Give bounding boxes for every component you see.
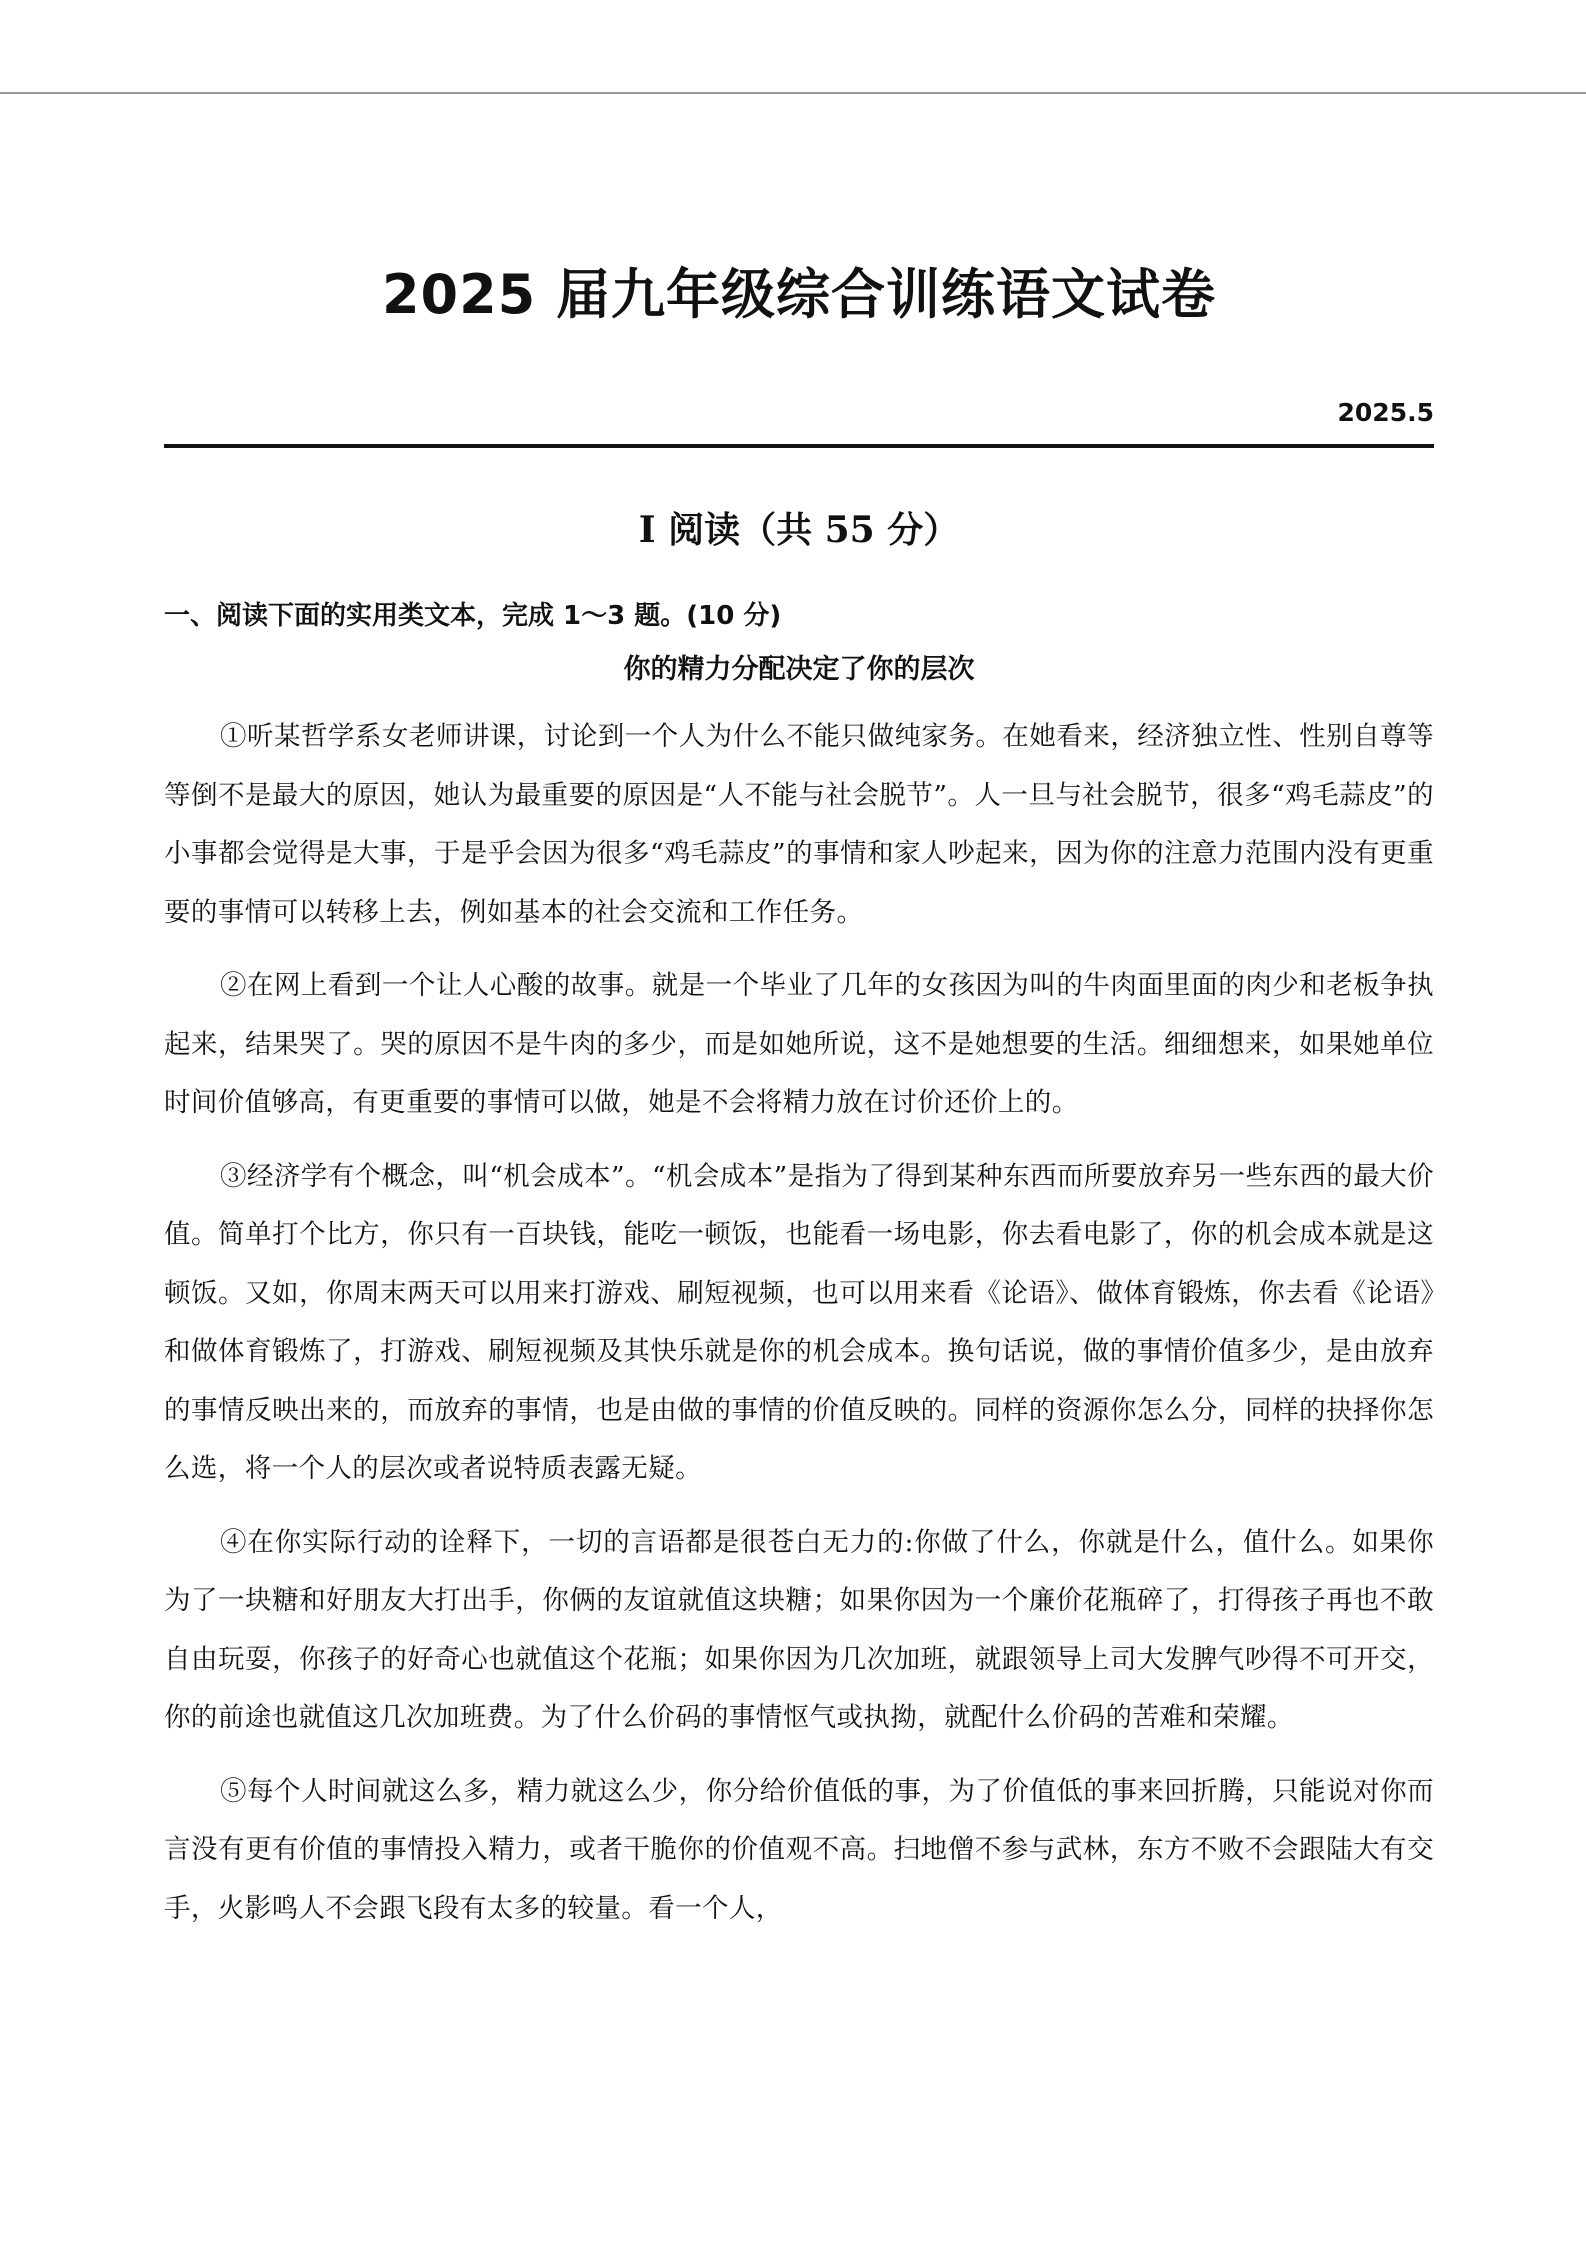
title-divider-rule xyxy=(164,444,1434,448)
exam-title: 2025 届九年级综合训练语文试卷 xyxy=(381,263,1217,326)
article-paragraph-3: ③经济学有个概念，叫“机会成本”。“机会成本”是指为了得到某种东西而所要放弃另一些东西的最大价值。简单打个比方，你只有一百块钱，能吃一顿饭，也能看一场电影，你去看电影了，你的机会成本就是这顿饭。又如，你周末两天可以用来打游戏、刷短视频，也可以用来看《论语》、做体育锻炼，你去看《论语》和做体育锻炼了，打游戏、刷短视频及其快乐就是你的机会成本。换句话说，做的事情价值多少，是由放弃的事情反映出来的，而放弃的事情，也是由做的事情的价值反映的。同样的资源你怎么分，同样的抉择你怎么选，将一个人的层次或者说特质表露无疑。 xyxy=(164,1160,1434,1484)
article-paragraph-4: ④在你实际行动的诠释下，一切的言语都是很苍白无力的:你做了什么，你就是什么，值什么。如果你为了一块糖和好朋友大打出手，你俩的友谊就值这块糖；如果你因为一个廉价花瓶碎了，打得孩子再也不敢自由玩耍，你孩子的好奇心也就值这个花瓶；如果你因为几次加班，就跟领导上司大发脾气吵得不可开交，你的前途也就值这几次加班费。为了什么价码的事情怄气或执拗，就配什么价码的苦难和荣耀。 xyxy=(164,1526,1434,1733)
page-top-edge-rule xyxy=(0,92,1586,94)
article-body xyxy=(164,708,1434,1953)
section-heading: I 阅读（共 55 分） xyxy=(638,509,960,551)
article-title: 你的精力分配决定了你的层次 xyxy=(623,654,975,685)
exam-date: 2025.5 xyxy=(1337,398,1434,427)
article-paragraph-5: ⑤每个人时间就这么多，精力就这么少，你分给价值低的事，为了价值低的事来回折腾，只能说对你而言没有更有价值的事情投入精力，或者干脆你的价值观不高。扫地僧不参与武林，东方不败不会跟陆大有交手，火影鸣人不会跟飞段有太多的较量。看一个人， xyxy=(164,1775,1434,1924)
article-paragraph-1: ①听某哲学系女老师讲课，讨论到一个人为什么不能只做纯家务。在她看来，经济独立性、性别自尊等等倒不是最大的原因，她认为最重要的原因是“人不能与社会脱节”。人一旦与社会脱节，很多“鸡毛蒜皮”的小事都会觉得是大事，于是乎会因为很多“鸡毛蒜皮”的事情和家人吵起来，因为你的注意力范围内没有更重要的事情可以转移上去，例如基本的社会交流和工作任务。 xyxy=(164,721,1434,928)
question-intro: 一、阅读下面的实用类文本，完成 1～3 题。(10 分) xyxy=(164,601,782,631)
article-paragraph-2: ②在网上看到一个让人心酸的故事。就是一个毕业了几年的女孩因为叫的牛肉面里面的肉少和老板争执起来，结果哭了。哭的原因不是牛肉的多少，而是如她所说，这不是她想要的生活。细细想来，如果她单位时间价值够高，有更重要的事情可以做，她是不会将精力放在讨价还价上的。 xyxy=(164,970,1434,1118)
